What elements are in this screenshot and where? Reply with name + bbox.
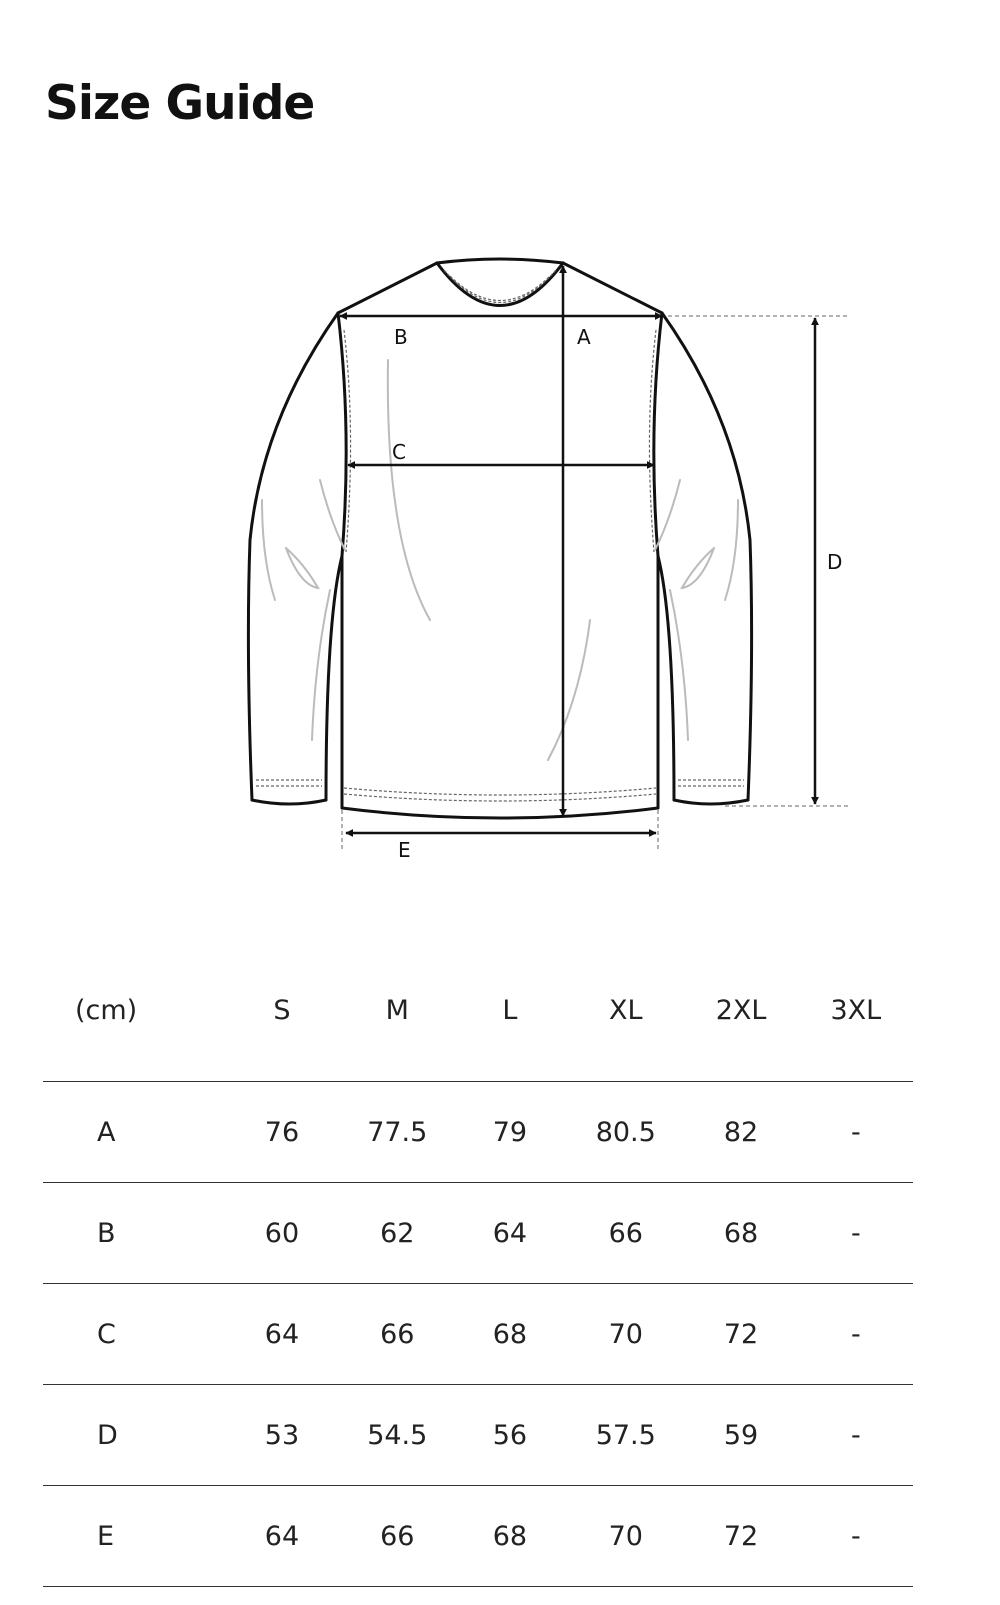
label-a: A — [577, 325, 591, 349]
size-header: M — [343, 995, 452, 1082]
table-cell: 76 — [221, 1082, 343, 1183]
table-cell: 82 — [683, 1082, 798, 1183]
table-cell: 57.5 — [568, 1385, 683, 1486]
label-d: D — [827, 550, 843, 574]
label-e: E — [398, 838, 411, 862]
stitch-lines — [256, 270, 744, 801]
table-cell: 70 — [568, 1486, 683, 1587]
row-label: E — [43, 1486, 221, 1587]
table-row — [43, 1486, 913, 1587]
table-cell: 66 — [343, 1284, 452, 1385]
size-header: 3XL — [799, 995, 913, 1082]
table-cell: 64 — [221, 1486, 343, 1587]
label-b: B — [394, 325, 408, 349]
table-cell: 70 — [568, 1284, 683, 1385]
table-cell: 64 — [452, 1183, 568, 1284]
table-cell: 64 — [221, 1284, 343, 1385]
label-c: C — [392, 440, 406, 464]
table-cell: 68 — [452, 1486, 568, 1587]
table-cell: 60 — [221, 1183, 343, 1284]
size-header: S — [221, 995, 343, 1082]
table-cell: 68 — [452, 1284, 568, 1385]
table-cell: 77.5 — [343, 1082, 452, 1183]
sweatshirt-outline — [248, 259, 751, 818]
table-cell: - — [799, 1385, 913, 1486]
table-cell: 80.5 — [568, 1082, 683, 1183]
row-label: B — [43, 1183, 221, 1284]
table-row — [43, 1284, 913, 1385]
guide-lines — [342, 316, 850, 850]
table-cell: - — [799, 1486, 913, 1587]
table-cell: 56 — [452, 1385, 568, 1486]
table-cell: - — [799, 1183, 913, 1284]
unit-label: (cm) — [43, 995, 221, 1082]
size-table — [43, 995, 913, 1587]
row-label: C — [43, 1284, 221, 1385]
table-cell: 79 — [452, 1082, 568, 1183]
size-header: XL — [568, 995, 683, 1082]
table-cell: 53 — [221, 1385, 343, 1486]
size-header: L — [452, 995, 568, 1082]
table-header-row — [43, 995, 913, 1082]
page-title: Size Guide — [45, 76, 315, 131]
size-header: 2XL — [683, 995, 798, 1082]
table-cell: 54.5 — [343, 1385, 452, 1486]
table-row — [43, 1082, 913, 1183]
row-label: D — [43, 1385, 221, 1486]
table-cell: 59 — [683, 1385, 798, 1486]
fold-lines — [262, 360, 738, 760]
table-cell: - — [799, 1284, 913, 1385]
table-cell: 68 — [683, 1183, 798, 1284]
table-cell: 66 — [343, 1486, 452, 1587]
table-cell: 72 — [683, 1284, 798, 1385]
table-cell: 66 — [568, 1183, 683, 1284]
table-row — [43, 1183, 913, 1284]
table-row — [43, 1385, 913, 1486]
table-cell: - — [799, 1082, 913, 1183]
table-cell: 62 — [343, 1183, 452, 1284]
table-cell: 72 — [683, 1486, 798, 1587]
row-label: A — [43, 1082, 221, 1183]
